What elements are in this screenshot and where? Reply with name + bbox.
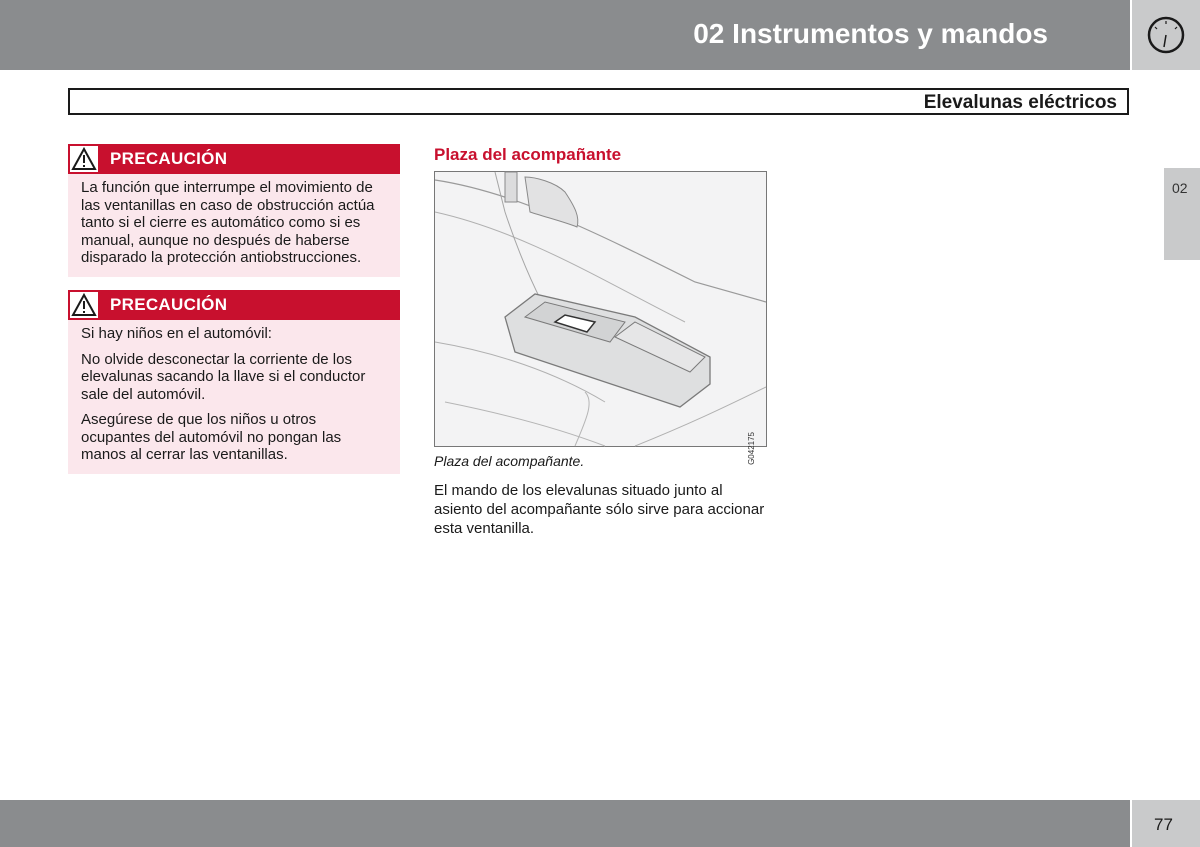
warning-triangle-icon	[71, 293, 97, 317]
warning-box	[68, 290, 400, 474]
section-title: Elevalunas eléctricos	[923, 92, 1117, 113]
header-icon-box	[1132, 0, 1200, 70]
warning-header	[68, 290, 400, 320]
warning-text: No olvide desconectar la corriente de los elevalunas sacando la llave si el conductor sale del automóvil.	[81, 350, 366, 403]
warning-label: PRECAUCIÓN	[110, 295, 228, 314]
warning-body	[68, 174, 400, 277]
section-header	[68, 88, 1129, 115]
passenger-body-text: El mando de los elevalunas situado junto al asiento del acompañante sólo sirve para accionar esta ventanilla.	[434, 482, 765, 537]
warning-label: PRECAUCIÓN	[110, 149, 228, 168]
footer-bar	[0, 800, 1130, 847]
page-number-box	[1132, 800, 1200, 847]
warning-text: Si hay niños en el automóvil:	[81, 325, 272, 342]
warning-text: La función que interrumpe el movimiento de las ventanillas en caso de obstrucción actúa tanto si el cierre es automático como si es manual, aunque no después de haberse disparado la protección antiobstrucciones.	[81, 179, 375, 266]
passenger-heading: Plaza del acompañante	[434, 145, 622, 164]
warning-header	[68, 144, 400, 174]
chapter-title: 02 Instrumentos y mandos	[693, 18, 1048, 49]
header-bar	[0, 0, 1130, 70]
warning-icon-box	[70, 146, 98, 172]
warning-body	[68, 320, 400, 474]
chapter-side-tab	[1164, 168, 1200, 260]
gauge-icon	[1146, 15, 1186, 55]
chapter-side-tab-label: 02	[1172, 180, 1188, 196]
illustration-code: G042175	[747, 432, 756, 465]
warning-icon-box	[70, 292, 98, 318]
warning-text: Asegúrese de que los niños u otros ocupantes del automóvil no pongan las manos al cerrar las ventanillas.	[81, 411, 342, 463]
door-switch-drawing	[435, 172, 766, 446]
warning-box	[68, 144, 400, 277]
page-number: 77	[1154, 815, 1173, 834]
passenger-section	[434, 145, 770, 538]
warning-triangle-icon	[71, 147, 97, 171]
illustration-caption: Plaza del acompañante.	[434, 453, 585, 469]
